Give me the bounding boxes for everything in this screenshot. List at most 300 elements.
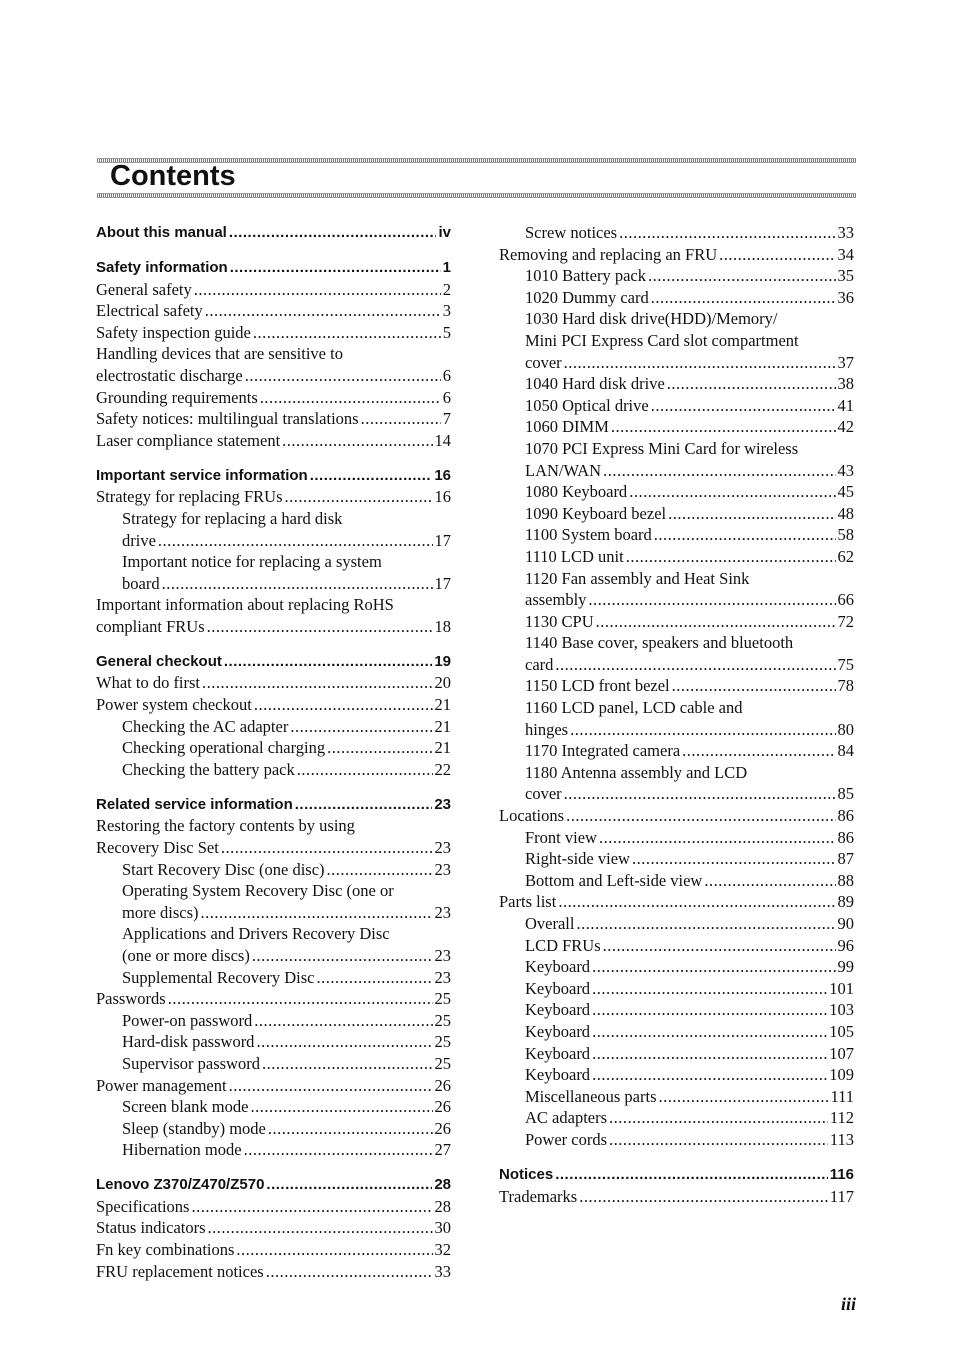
toc-page-number: 75 <box>837 654 854 674</box>
toc-page-number: 14 <box>434 430 451 450</box>
dot-leader <box>603 460 835 482</box>
dot-leader <box>229 1075 433 1097</box>
toc-label: Power cords <box>525 1129 608 1149</box>
toc-page-number: 103 <box>829 1000 854 1020</box>
toc-label: Mini PCI Express Card slot compartment <box>525 330 799 350</box>
toc-entry[interactable] <box>96 837 451 859</box>
dot-leader <box>221 837 433 859</box>
toc-label: AC adapters <box>525 1108 608 1128</box>
toc-label: Strategy for replacing a hard disk <box>122 508 343 528</box>
toc-label: Laser compliance statement <box>96 430 281 450</box>
toc-page-number: 16 <box>434 466 451 484</box>
dot-leader <box>244 1139 433 1161</box>
toc-label: Sleep (standby) mode <box>122 1118 266 1138</box>
toc-entry[interactable] <box>499 373 854 395</box>
dot-leader <box>592 999 827 1021</box>
toc-label: Screw notices <box>525 223 618 242</box>
toc-label: Keyboard <box>525 1021 591 1041</box>
toc-page-number: 86 <box>837 806 854 826</box>
toc-entry[interactable] <box>96 408 451 430</box>
toc-page-number: 25 <box>434 1010 451 1030</box>
toc-entry[interactable] <box>499 265 854 287</box>
toc-page-number: 42 <box>837 417 854 437</box>
dot-leader <box>268 1118 433 1140</box>
toc-page-number: 109 <box>829 1065 854 1085</box>
dot-leader <box>229 222 437 244</box>
toc-entry[interactable] <box>96 616 451 638</box>
dot-leader <box>651 287 836 309</box>
dot-leader <box>719 244 835 266</box>
dot-leader <box>629 481 835 503</box>
toc-label: Trademarks <box>499 1186 578 1206</box>
toc-entry[interactable] <box>96 300 451 322</box>
toc-label: card <box>525 654 554 674</box>
toc-entry <box>96 343 451 365</box>
dot-leader <box>316 967 432 989</box>
toc-label: cover <box>525 784 562 804</box>
toc-entry <box>96 551 451 573</box>
toc-entry[interactable] <box>96 737 451 759</box>
toc-label: Parts list <box>499 892 557 912</box>
toc-section[interactable] <box>96 222 451 244</box>
toc-label: Hibernation mode <box>122 1140 242 1160</box>
toc-label: 1160 LCD panel, LCD cable and <box>525 698 743 718</box>
toc-label: 1070 PCI Express Mini Card for wireless <box>525 438 799 458</box>
toc-entry[interactable] <box>499 1086 854 1108</box>
toc-page-number: 26 <box>434 1097 451 1117</box>
toc-entry[interactable] <box>499 611 854 633</box>
toc-entry[interactable] <box>499 675 854 697</box>
dot-leader <box>704 870 835 892</box>
toc-section[interactable] <box>96 465 451 487</box>
dot-leader <box>250 1096 432 1118</box>
toc-page-number: 87 <box>837 849 854 869</box>
toc-entry[interactable] <box>499 1129 854 1151</box>
toc-label: Applications and Drivers Recovery Disc <box>122 924 390 944</box>
toc-entry[interactable] <box>96 1239 451 1261</box>
toc-label: Passwords <box>96 989 166 1009</box>
toc-entry[interactable] <box>96 1139 451 1161</box>
toc-entry[interactable] <box>499 460 854 482</box>
toc-section[interactable] <box>96 794 451 816</box>
dot-leader <box>651 395 836 417</box>
toc-page-number: 25 <box>434 989 451 1009</box>
toc-entry[interactable] <box>96 365 451 387</box>
toc-entry[interactable] <box>96 859 451 881</box>
toc-entry <box>499 632 854 654</box>
dot-leader <box>262 1053 433 1075</box>
toc-section[interactable] <box>96 1174 451 1196</box>
dot-leader <box>236 1239 432 1261</box>
toc-entry <box>96 815 451 837</box>
toc-entry[interactable] <box>96 1010 451 1032</box>
toc-label: 1050 Optical drive <box>525 395 649 415</box>
toc-page-number: 17 <box>434 530 451 550</box>
toc-entry <box>499 438 854 460</box>
toc-label: 1040 Hard disk drive <box>525 374 665 394</box>
toc-section[interactable] <box>96 257 451 279</box>
toc-label: Keyboard <box>525 1000 591 1020</box>
toc-label: Keyboard <box>525 1043 591 1063</box>
dot-leader <box>208 1217 433 1239</box>
toc-page-number: 48 <box>837 503 854 523</box>
page-title: Contents <box>110 160 236 192</box>
toc-entry <box>96 508 451 530</box>
dot-leader <box>361 408 441 430</box>
toc-label: 1080 Keyboard <box>525 482 628 502</box>
dot-leader <box>253 322 441 344</box>
toc-entry <box>499 308 854 330</box>
toc-entry[interactable] <box>96 902 451 924</box>
toc-entry[interactable] <box>499 222 854 244</box>
dot-leader <box>579 1186 828 1208</box>
toc-entry[interactable] <box>499 848 854 870</box>
toc-entry[interactable] <box>96 945 451 967</box>
dot-leader <box>576 913 835 935</box>
dot-leader <box>290 716 432 738</box>
toc-label: Important information about replacing RoHS <box>96 595 394 615</box>
toc-entry[interactable] <box>499 352 854 374</box>
toc-entry[interactable] <box>499 395 854 417</box>
toc-page-number: 22 <box>434 759 451 779</box>
dot-leader <box>158 530 433 552</box>
toc-page-number: 25 <box>434 1032 451 1052</box>
toc-entry <box>499 330 854 352</box>
dot-leader <box>609 1107 828 1129</box>
toc-label: LAN/WAN <box>525 460 602 480</box>
toc-entry[interactable] <box>96 1196 451 1218</box>
dot-leader <box>564 783 836 805</box>
toc-label: 1140 Base cover, speakers and bluetooth <box>525 633 794 653</box>
dot-leader <box>191 1196 432 1218</box>
dot-leader <box>668 503 835 525</box>
dot-leader <box>609 1129 828 1151</box>
toc-entry[interactable] <box>96 430 451 452</box>
toc-page-number: 6 <box>442 365 451 385</box>
toc-label: (one or more discs) <box>122 945 250 965</box>
toc-label: 1180 Antenna assembly and LCD <box>525 762 748 782</box>
toc-page-number: 33 <box>434 1261 451 1281</box>
dot-leader <box>297 759 433 781</box>
toc-label: Front view <box>525 827 597 847</box>
toc-label: drive <box>122 530 156 550</box>
toc-entry[interactable] <box>499 546 854 568</box>
toc-page-number: 27 <box>434 1140 451 1160</box>
toc-page-number: 23 <box>434 902 451 922</box>
toc-page-number: 19 <box>434 652 451 670</box>
toc-page-number: 89 <box>837 892 854 912</box>
toc-page-number: 90 <box>837 914 854 933</box>
dot-leader <box>260 387 441 409</box>
dot-leader <box>168 988 433 1010</box>
toc-page-number: 80 <box>837 719 854 739</box>
dot-leader <box>266 1174 432 1196</box>
toc-entry[interactable] <box>499 1064 854 1086</box>
dot-leader <box>285 486 433 508</box>
toc-label: Start Recovery Disc (one disc) <box>122 859 325 879</box>
dot-leader <box>254 1010 432 1032</box>
toc-entry[interactable] <box>499 978 854 1000</box>
toc-label: Important service information <box>96 466 308 484</box>
dot-leader <box>207 616 433 638</box>
dot-leader <box>555 1164 828 1186</box>
toc-page-number: 21 <box>434 738 451 758</box>
toc-entry[interactable] <box>499 1186 854 1208</box>
toc-entry[interactable] <box>499 999 854 1021</box>
toc-entry[interactable] <box>96 1261 451 1283</box>
toc-entry[interactable] <box>499 740 854 762</box>
toc-label: Screen blank mode <box>122 1097 249 1117</box>
toc-page-number: 6 <box>442 387 451 407</box>
toc-label: Keyboard <box>525 957 591 977</box>
toc-entry[interactable] <box>499 524 854 546</box>
toc-page-number: 41 <box>837 395 854 415</box>
toc-label: 1120 Fan assembly and Heat Sink <box>525 568 750 588</box>
dot-leader <box>667 373 836 395</box>
toc-entry[interactable] <box>96 530 451 552</box>
toc-entry[interactable] <box>96 988 451 1010</box>
dot-leader <box>592 956 835 978</box>
toc-label: Locations <box>499 806 565 826</box>
toc-label: 1060 DIMM <box>525 417 609 437</box>
toc-page-number: 34 <box>837 244 854 264</box>
toc-entry[interactable] <box>96 1118 451 1140</box>
toc-entry[interactable] <box>96 1053 451 1075</box>
toc-page-number: 99 <box>837 957 854 977</box>
toc-entry[interactable] <box>499 870 854 892</box>
toc-page-number: 2 <box>442 279 451 299</box>
toc-page-number: 112 <box>829 1108 854 1128</box>
dot-leader <box>201 902 433 924</box>
toc-page-number: 116 <box>829 1165 854 1183</box>
toc-label: Overall <box>525 914 575 933</box>
dot-leader <box>619 222 835 244</box>
dot-leader <box>648 265 836 287</box>
toc-page-number: 36 <box>837 287 854 307</box>
dot-leader <box>654 524 836 546</box>
toc-label: Keyboard <box>525 978 591 998</box>
dot-leader <box>599 827 836 849</box>
page-number: iii <box>840 1294 856 1314</box>
dot-leader <box>632 848 836 870</box>
toc-page-number: 1 <box>442 258 451 276</box>
dot-leader <box>224 651 432 673</box>
toc-page-number: 88 <box>837 870 854 890</box>
toc-page-number: 20 <box>434 673 451 693</box>
toc-label: Electrical safety <box>96 301 203 321</box>
toc-page-number: 58 <box>837 525 854 545</box>
toc-page-number: iv <box>438 224 451 241</box>
toc-label: General checkout <box>96 652 222 670</box>
toc-entry[interactable] <box>499 244 854 266</box>
toc-label: FRU replacement notices <box>96 1261 264 1281</box>
toc-page-number: 3 <box>442 301 451 321</box>
toc-entry[interactable] <box>499 956 854 978</box>
toc-label: Supervisor password <box>122 1053 260 1073</box>
toc-entry[interactable] <box>499 827 854 849</box>
toc-page-number: 32 <box>434 1240 451 1260</box>
toc-entry[interactable] <box>499 783 854 805</box>
toc-label: What to do first <box>96 673 201 693</box>
toc-entry[interactable] <box>96 387 451 409</box>
toc-page-number: 28 <box>434 1176 451 1194</box>
toc-label: 1100 System board <box>525 525 652 545</box>
toc-label: General safety <box>96 279 192 299</box>
toc-entry[interactable] <box>499 1043 854 1065</box>
toc-label: 1090 Keyboard bezel <box>525 503 667 523</box>
toc-entry <box>499 697 854 719</box>
toc-page-number: 38 <box>837 374 854 394</box>
toc-entry[interactable] <box>499 719 854 741</box>
toc-page-number: 113 <box>829 1129 854 1149</box>
toc-page-number: 7 <box>442 409 451 429</box>
toc-entry[interactable] <box>96 322 451 344</box>
toc-page-number: 85 <box>837 784 854 804</box>
toc-entry <box>499 762 854 784</box>
dot-leader <box>202 672 432 694</box>
toc-entry[interactable] <box>499 1107 854 1129</box>
toc-page-number: 26 <box>434 1075 451 1095</box>
toc-page-number: 23 <box>434 945 451 965</box>
toc-page-number: 62 <box>837 546 854 566</box>
toc-entry <box>96 594 451 616</box>
toc-page-number: 28 <box>434 1196 451 1216</box>
toc-label: Miscellaneous parts <box>525 1086 657 1106</box>
toc-entry[interactable] <box>96 967 451 989</box>
dot-leader <box>256 1031 432 1053</box>
toc-label: Safety information <box>96 258 228 276</box>
toc-entry[interactable] <box>96 1096 451 1118</box>
toc-entry[interactable] <box>499 416 854 438</box>
toc-label: Restoring the factory contents by using <box>96 816 355 836</box>
toc-label: 1020 Dummy card <box>525 287 649 307</box>
dot-leader <box>592 978 827 1000</box>
dot-leader <box>327 737 432 759</box>
toc-entry[interactable] <box>96 573 451 595</box>
dot-leader <box>162 573 433 595</box>
toc-page-number: 86 <box>837 827 854 847</box>
dot-leader <box>659 1086 829 1108</box>
toc-entry[interactable] <box>499 1021 854 1043</box>
toc-entry[interactable] <box>96 716 451 738</box>
toc-page-number: 111 <box>830 1086 854 1106</box>
toc-label: Safety notices: multilingual translations <box>96 409 359 429</box>
toc-label: Supplemental Recovery Disc <box>122 967 315 987</box>
bottom-rule <box>97 193 856 198</box>
toc-entry[interactable] <box>96 486 451 508</box>
dot-leader <box>295 794 433 816</box>
toc-label: more discs) <box>122 902 199 922</box>
toc-page-number: 23 <box>434 838 451 857</box>
toc-entry[interactable] <box>96 1217 451 1239</box>
toc-label: Notices <box>499 1165 554 1183</box>
toc-entry[interactable] <box>499 481 854 503</box>
toc-label: Keyboard <box>525 1065 591 1085</box>
toc-label: Checking operational charging <box>122 738 326 758</box>
toc-entry[interactable] <box>96 672 451 694</box>
toc-label: Operating System Recovery Disc (one or <box>122 881 394 901</box>
toc-page-number: 43 <box>837 460 854 480</box>
toc-entry[interactable] <box>96 279 451 301</box>
toc-page-number: 23 <box>434 795 451 813</box>
toc-entry <box>499 568 854 590</box>
toc-entry[interactable] <box>96 759 451 781</box>
toc-page-number: 84 <box>837 741 854 761</box>
toc-label: Related service information <box>96 795 293 813</box>
toc-label: cover <box>525 352 562 372</box>
toc-entry[interactable] <box>499 589 854 611</box>
toc-label: Fn key combinations <box>96 1240 235 1260</box>
toc-entry[interactable] <box>96 1075 451 1097</box>
toc-label: Hard-disk password <box>122 1032 255 1052</box>
toc-label: Grounding requirements <box>96 387 258 407</box>
toc-entry[interactable] <box>96 1031 451 1053</box>
toc-label: Bottom and Left-side view <box>525 870 703 890</box>
toc-label: assembly <box>525 590 587 610</box>
toc-page-number: 23 <box>434 967 451 987</box>
toc-label: Safety inspection guide <box>96 322 251 342</box>
dot-leader <box>245 365 441 387</box>
dot-leader <box>603 935 836 957</box>
toc-page-number: 37 <box>837 352 854 372</box>
toc-page-number: 105 <box>829 1021 854 1041</box>
toc-page-number: 45 <box>837 482 854 502</box>
toc-entry[interactable] <box>499 654 854 676</box>
toc-entry[interactable] <box>499 913 854 935</box>
toc-label: LCD FRUs <box>525 935 601 955</box>
dot-leader <box>596 611 836 633</box>
toc-entry[interactable] <box>499 891 854 913</box>
toc-label: Checking the battery pack <box>122 759 295 779</box>
toc-label: Removing and replacing an FRU <box>499 244 718 264</box>
toc-label: 1170 Integrated camera <box>525 741 681 761</box>
toc-page-number: 78 <box>837 676 854 696</box>
dot-leader <box>566 805 835 827</box>
toc-section[interactable] <box>499 1164 854 1186</box>
dot-leader <box>254 694 433 716</box>
toc-page-number: 5 <box>442 322 451 342</box>
dot-leader <box>205 300 441 322</box>
toc-page-number: 30 <box>434 1218 451 1238</box>
toc-section[interactable] <box>96 651 451 673</box>
dot-leader <box>592 1064 827 1086</box>
toc-label: Lenovo Z370/Z470/Z570 <box>96 1176 265 1194</box>
toc-entry[interactable] <box>96 694 451 716</box>
toc-label: Power system checkout <box>96 695 252 715</box>
dot-leader <box>555 654 835 676</box>
toc-entry[interactable] <box>499 805 854 827</box>
toc-label: 1110 LCD unit <box>525 546 624 566</box>
dot-leader <box>230 257 441 279</box>
toc-right-column <box>499 222 854 1207</box>
dot-leader <box>194 279 441 301</box>
toc-label: Important notice for replacing a system <box>122 552 382 572</box>
toc-page-number: 117 <box>829 1186 854 1206</box>
toc-page-number: 35 <box>837 266 854 286</box>
toc-entry[interactable] <box>499 287 854 309</box>
toc-entry[interactable] <box>499 503 854 525</box>
toc-label: 1030 Hard disk drive(HDD)/Memory/ <box>525 309 778 329</box>
dot-leader <box>588 589 835 611</box>
dot-leader <box>266 1261 433 1283</box>
toc-entry[interactable] <box>499 935 854 957</box>
dot-leader <box>564 352 836 374</box>
toc-page-number: 26 <box>434 1118 451 1138</box>
dot-leader <box>682 740 835 762</box>
dot-leader <box>592 1043 827 1065</box>
toc-page-number: 107 <box>829 1043 854 1063</box>
toc-label: Status indicators <box>96 1218 206 1238</box>
